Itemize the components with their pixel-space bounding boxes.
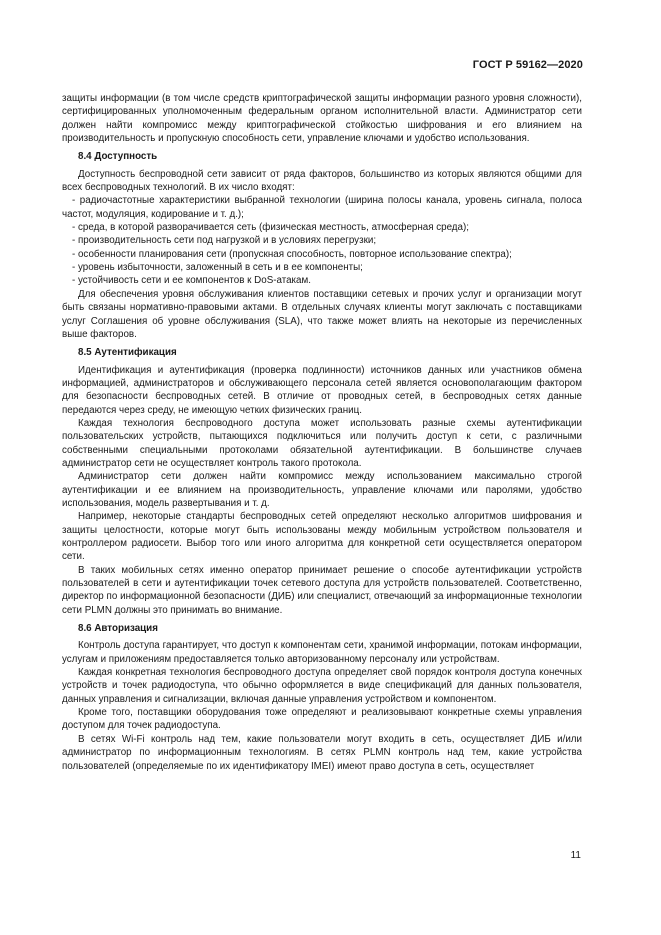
section-heading-8-4: 8.4 Доступность: [78, 151, 158, 163]
paragraph: Для обеспечения уровня обслуживания клиентов поставщики сетевых и прочих услуг и организации могут быть связаны нормативно-правовыми актами. В отдельных случаях клиенты могут заключать с поставщиками услуг Соглашения об уровне обслуживания (SLA), что также может влиять на некоторые из перечисленных выше факторов.: [62, 288, 582, 340]
paragraph: Каждая технология беспроводного доступа может использовать разные схемы аутентификации пользовательских устройств, пытающихся подключиться или получить доступ к сети, с различными собственными специальными протоколами обязательной аутентификации. В большинстве случаев администратор сети не осуществляет контроль такого протокола.: [62, 417, 582, 469]
paragraph: Например, некоторые стандарты беспроводных сетей определяют несколько алгоритмов шифрования и защиты целостности, которые могут быть использованы между мобильным устройством пользователя и контроллером радиосети. Выбор того или иного алгоритма для конкретной сети осуществляется оператором сети.: [62, 511, 582, 563]
paragraph: Кроме того, поставщики оборудования тоже определяют и реализовывают конкретные схемы управления доступом для точек радиодоступа.: [62, 707, 582, 732]
paragraph: В таких мобильных сетях именно оператор принимает решение о способе аутентификации устройств пользователей в сети и аутентификации точек сетевого доступа для устройств пользователей. Соответственно, директор по информационной безопасности (ДИБ) или специалист, отвечающий за информационные технологии сети PLMN должны это принимать во внимание.: [62, 564, 582, 616]
paragraph: защиты информации (в том числе средств криптографической защиты информации разного уровня сложности), сертифицированных уполномоченным федеральным органом исполнительной власти. Администратор сети должен найти компромисс между криптографической стойкостью шифрования и его влиянием на производительность и пропускную способность сети, управление ключами и удобство использования.: [62, 93, 582, 145]
paragraph: Администратор сети должен найти компромисс между использованием максимально строгой аутентификации и ее влиянием на производительность, управление ключами или паролями, удобство использования, модель развертывания и т. д.: [62, 471, 582, 509]
list-item: - уровень избыточности, заложенный в сеть и в ее компоненты;: [72, 262, 363, 274]
section-heading-8-5: 8.5 Аутентификация: [78, 347, 177, 359]
page-number: 11: [570, 850, 581, 861]
paragraph: Контроль доступа гарантирует, что доступ к компонентам сети, хранимой информации, потокам информации, услугам и приложениям предоставляется только авторизованному персоналу или устройствам.: [62, 640, 582, 665]
list-item: - особенности планирования сети (пропускная способность, повторное использование спектра);: [72, 248, 512, 260]
list-item: - радиочастотные характеристики выбранной технологии (ширина полосы канала, уровень сигнала, полоса частот, модуляция, кодирование и т. д.);: [62, 195, 582, 220]
list-item: - устойчивость сети и ее компонентов к DoS-атакам.: [72, 275, 311, 287]
standard-header: ГОСТ Р 59162—2020: [472, 59, 583, 71]
paragraph: Доступность беспроводной сети зависит от ряда факторов, большинство из которых являются общими для всех беспроводных технологий. В их число входят:: [62, 168, 582, 194]
paragraph: Идентификация и аутентификация (проверка подлинности) источников данных или участников обмена информацией, администраторов и обслуживающего персонала сетей является основополагающим фактором для безопасности беспроводных сетей. В отличие от проводных сетей, в беспроводных сетях данные передаются через среду, не имеющую четких физических границ.: [62, 364, 582, 416]
list-item: - производительность сети под нагрузкой и в условиях перегрузки;: [72, 235, 377, 247]
paragraph: Каждая конкретная технология беспроводного доступа определяет свой порядок контроля доступа конечных устройств и точек радиодоступа, что обычно оформляется в виде спецификаций для данных пользователя, данных управления и сигнализации, включая данные управления устройством и компонентом.: [62, 667, 582, 705]
section-heading-8-6: 8.6 Авторизация: [78, 623, 158, 635]
paragraph: В сетях Wi-Fi контроль над тем, какие пользователи могут входить в сеть, осуществляет ДИБ и/или администратор по информационным технологиям. В сетях PLMN контроль над тем, какие устройства пользователей (определяемые по их идентификатору IMEI) имеют право доступа в сеть, осуществляет: [62, 733, 582, 772]
list-item: - среда, в которой разворачивается сеть (физическая местность, атмосферная среда);: [72, 222, 469, 234]
page-body: [62, 92, 582, 773]
